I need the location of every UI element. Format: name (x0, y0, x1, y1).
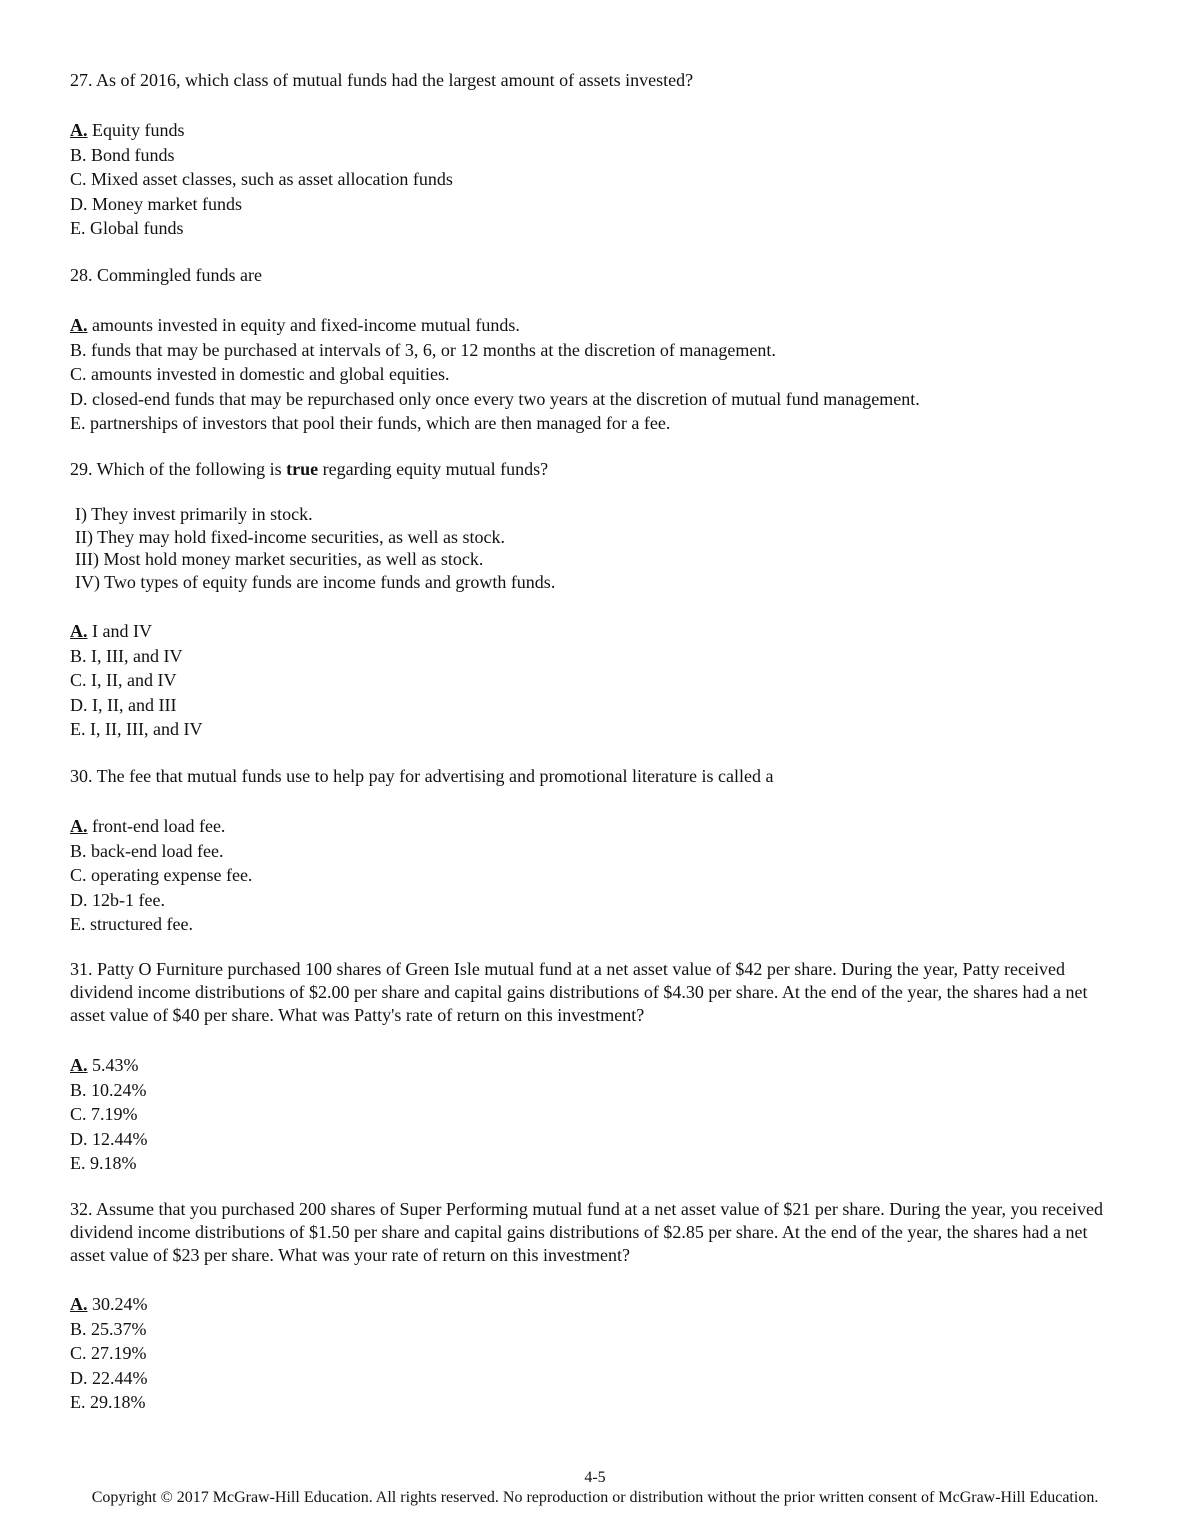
answer-option (70, 1390, 1120, 1415)
option-text: Equity funds (87, 120, 185, 140)
option-letter: E. (70, 1153, 86, 1174)
answer-option (70, 338, 1120, 363)
answer-option (70, 644, 1120, 669)
option-letter: E. (70, 914, 86, 935)
answer-options (70, 1292, 1120, 1415)
question-stem-text: regarding equity mutual funds? (318, 459, 549, 479)
answer-option (70, 863, 1120, 888)
question-stem-emphasis: true (286, 459, 319, 479)
option-text: I, III, and IV (86, 645, 183, 666)
answer-option (70, 216, 1120, 241)
answer-option (70, 192, 1120, 217)
option-letter: B. (70, 144, 87, 165)
option-text: Global funds (85, 218, 184, 239)
answer-option (70, 839, 1120, 864)
option-letter: C. (70, 1343, 87, 1364)
option-text: amounts invested in equity and fixed-income mutual funds. (87, 315, 520, 335)
option-letter: E. (70, 1392, 86, 1413)
option-text: I and IV (87, 621, 152, 641)
statement-item: II) They may hold fixed-income securities, as well as stock. (75, 526, 506, 547)
option-letter: A. (70, 1055, 88, 1075)
option-letter: D. (70, 193, 88, 214)
option-letter: B. (70, 339, 87, 360)
option-letter: A. (70, 1294, 88, 1314)
statement-item: III) Most hold money market securities, as well as stock. (75, 549, 484, 569)
answer-options (70, 814, 1120, 937)
option-text: Bond funds (86, 144, 175, 165)
answer-option (70, 912, 1120, 937)
option-letter: E. (70, 719, 86, 740)
answer-option-correct (70, 118, 1120, 143)
answer-options (70, 619, 1120, 742)
option-letter: B. (70, 1079, 87, 1100)
option-text: I, II, and IV (86, 670, 177, 691)
answer-option (70, 1127, 1120, 1152)
answer-option-correct (70, 313, 1120, 338)
option-text: I, II, and III (87, 694, 177, 715)
option-letter: C. (70, 169, 87, 190)
answer-options (70, 1053, 1120, 1176)
answer-option-correct (70, 1292, 1120, 1317)
answer-option (70, 693, 1120, 718)
statement-item: I) They invest primarily in stock. (75, 504, 313, 524)
option-text: 9.18% (85, 1153, 137, 1174)
answer-options (70, 118, 1120, 241)
option-text: Mixed asset classes, such as asset allocation funds (86, 169, 453, 190)
option-letter: A. (70, 120, 88, 140)
answer-option (70, 1317, 1120, 1342)
option-letter: A. (70, 816, 88, 836)
option-letter: C. (70, 364, 87, 385)
option-text: funds that may be purchased at intervals of 3, 6, or 12 months at the discretion of management. (86, 339, 776, 360)
answer-option (70, 1366, 1120, 1391)
option-text: closed-end funds that may be repurchased only once every two years at the discretion of mutual fund management. (87, 388, 920, 409)
option-letter: D. (70, 388, 88, 409)
option-text: 12.44% (87, 1128, 148, 1149)
answer-option (70, 668, 1120, 693)
answer-option-correct (70, 619, 1120, 644)
option-text: structured fee. (85, 914, 193, 935)
option-text: back-end load fee. (86, 840, 224, 861)
copyright-notice: Copyright © 2017 McGraw-Hill Education. All rights reserved. No reproduction or distribution without the prior written consent of McGraw-Hill Education. (91, 1489, 1099, 1506)
question-stem: 32. Assume that you purchased 200 shares of Super Performing mutual fund at a net asset value of $21 per share. During the year, you received dividend income distributions of $1.50 per share and capital gains distributions of $2.85 per share. At the end of the year, the shares had a net asset value of $23 per share. What was your rate of return on this investment? (70, 1199, 1103, 1265)
option-text: 10.24% (86, 1079, 147, 1100)
option-letter: A. (70, 315, 88, 335)
answer-option (70, 1078, 1120, 1103)
option-text: 12b-1 fee. (87, 889, 165, 910)
option-text: amounts invested in domestic and global equities. (86, 364, 450, 385)
option-letter: D. (70, 694, 88, 715)
page-number: 4-5 (584, 1469, 606, 1486)
option-letter: B. (70, 1318, 87, 1339)
answer-option (70, 411, 1120, 436)
option-letter: B. (70, 645, 87, 666)
option-text: 25.37% (86, 1318, 147, 1339)
question-stem (70, 458, 1120, 481)
option-text: 27.19% (86, 1343, 147, 1364)
answer-option (70, 1341, 1120, 1366)
answer-option-correct (70, 814, 1120, 839)
option-letter: C. (70, 1104, 87, 1125)
option-text: operating expense fee. (86, 865, 253, 886)
option-letter: E. (70, 413, 86, 434)
option-text: front-end load fee. (87, 816, 226, 836)
answer-option-correct (70, 1053, 1120, 1078)
option-letter: B. (70, 840, 87, 861)
answer-option (70, 387, 1120, 412)
answer-option (70, 1151, 1120, 1176)
question-stem: 28. Commingled funds are (70, 265, 262, 285)
option-letter: D. (70, 889, 88, 910)
answer-option (70, 1102, 1120, 1127)
option-text: Money market funds (87, 193, 242, 214)
option-text: 22.44% (87, 1367, 148, 1388)
answer-option (70, 143, 1120, 168)
statement-list (70, 503, 1125, 593)
question-stem: 30. The fee that mutual funds use to help pay for advertising and promotional literature is called a (70, 766, 774, 786)
option-text: partnerships of investors that pool their funds, which are then managed for a fee. (85, 413, 671, 434)
statement-item: IV) Two types of equity funds are income funds and growth funds. (75, 571, 556, 592)
answer-option (70, 362, 1120, 387)
option-letter: E. (70, 218, 86, 239)
option-text: 5.43% (87, 1055, 139, 1075)
option-text: I, II, III, and IV (85, 719, 203, 740)
answer-option (70, 167, 1120, 192)
answer-option (70, 888, 1120, 913)
question-stem: 31. Patty O Furniture purchased 100 shares of Green Isle mutual fund at a net asset value of $42 per share. During the year, Patty received dividend income distributions of $2.00 per share and capital gains distributions of $4.30 per share. At the end of the year, the shares had a net asset value of $40 per share. What was Patty's rate of return on this investment? (70, 959, 1088, 1025)
option-letter: D. (70, 1367, 88, 1388)
option-text: 30.24% (87, 1294, 148, 1314)
question-stem: 27. As of 2016, which class of mutual funds had the largest amount of assets invested? (70, 70, 694, 90)
answer-option (70, 717, 1120, 742)
option-letter: C. (70, 670, 87, 691)
option-letter: C. (70, 865, 87, 886)
question-stem-text: 29. Which of the following is (70, 459, 287, 479)
option-letter: D. (70, 1128, 88, 1149)
answer-options (70, 313, 1120, 436)
option-letter: A. (70, 621, 88, 641)
option-text: 7.19% (86, 1104, 138, 1125)
option-text: 29.18% (85, 1392, 146, 1413)
